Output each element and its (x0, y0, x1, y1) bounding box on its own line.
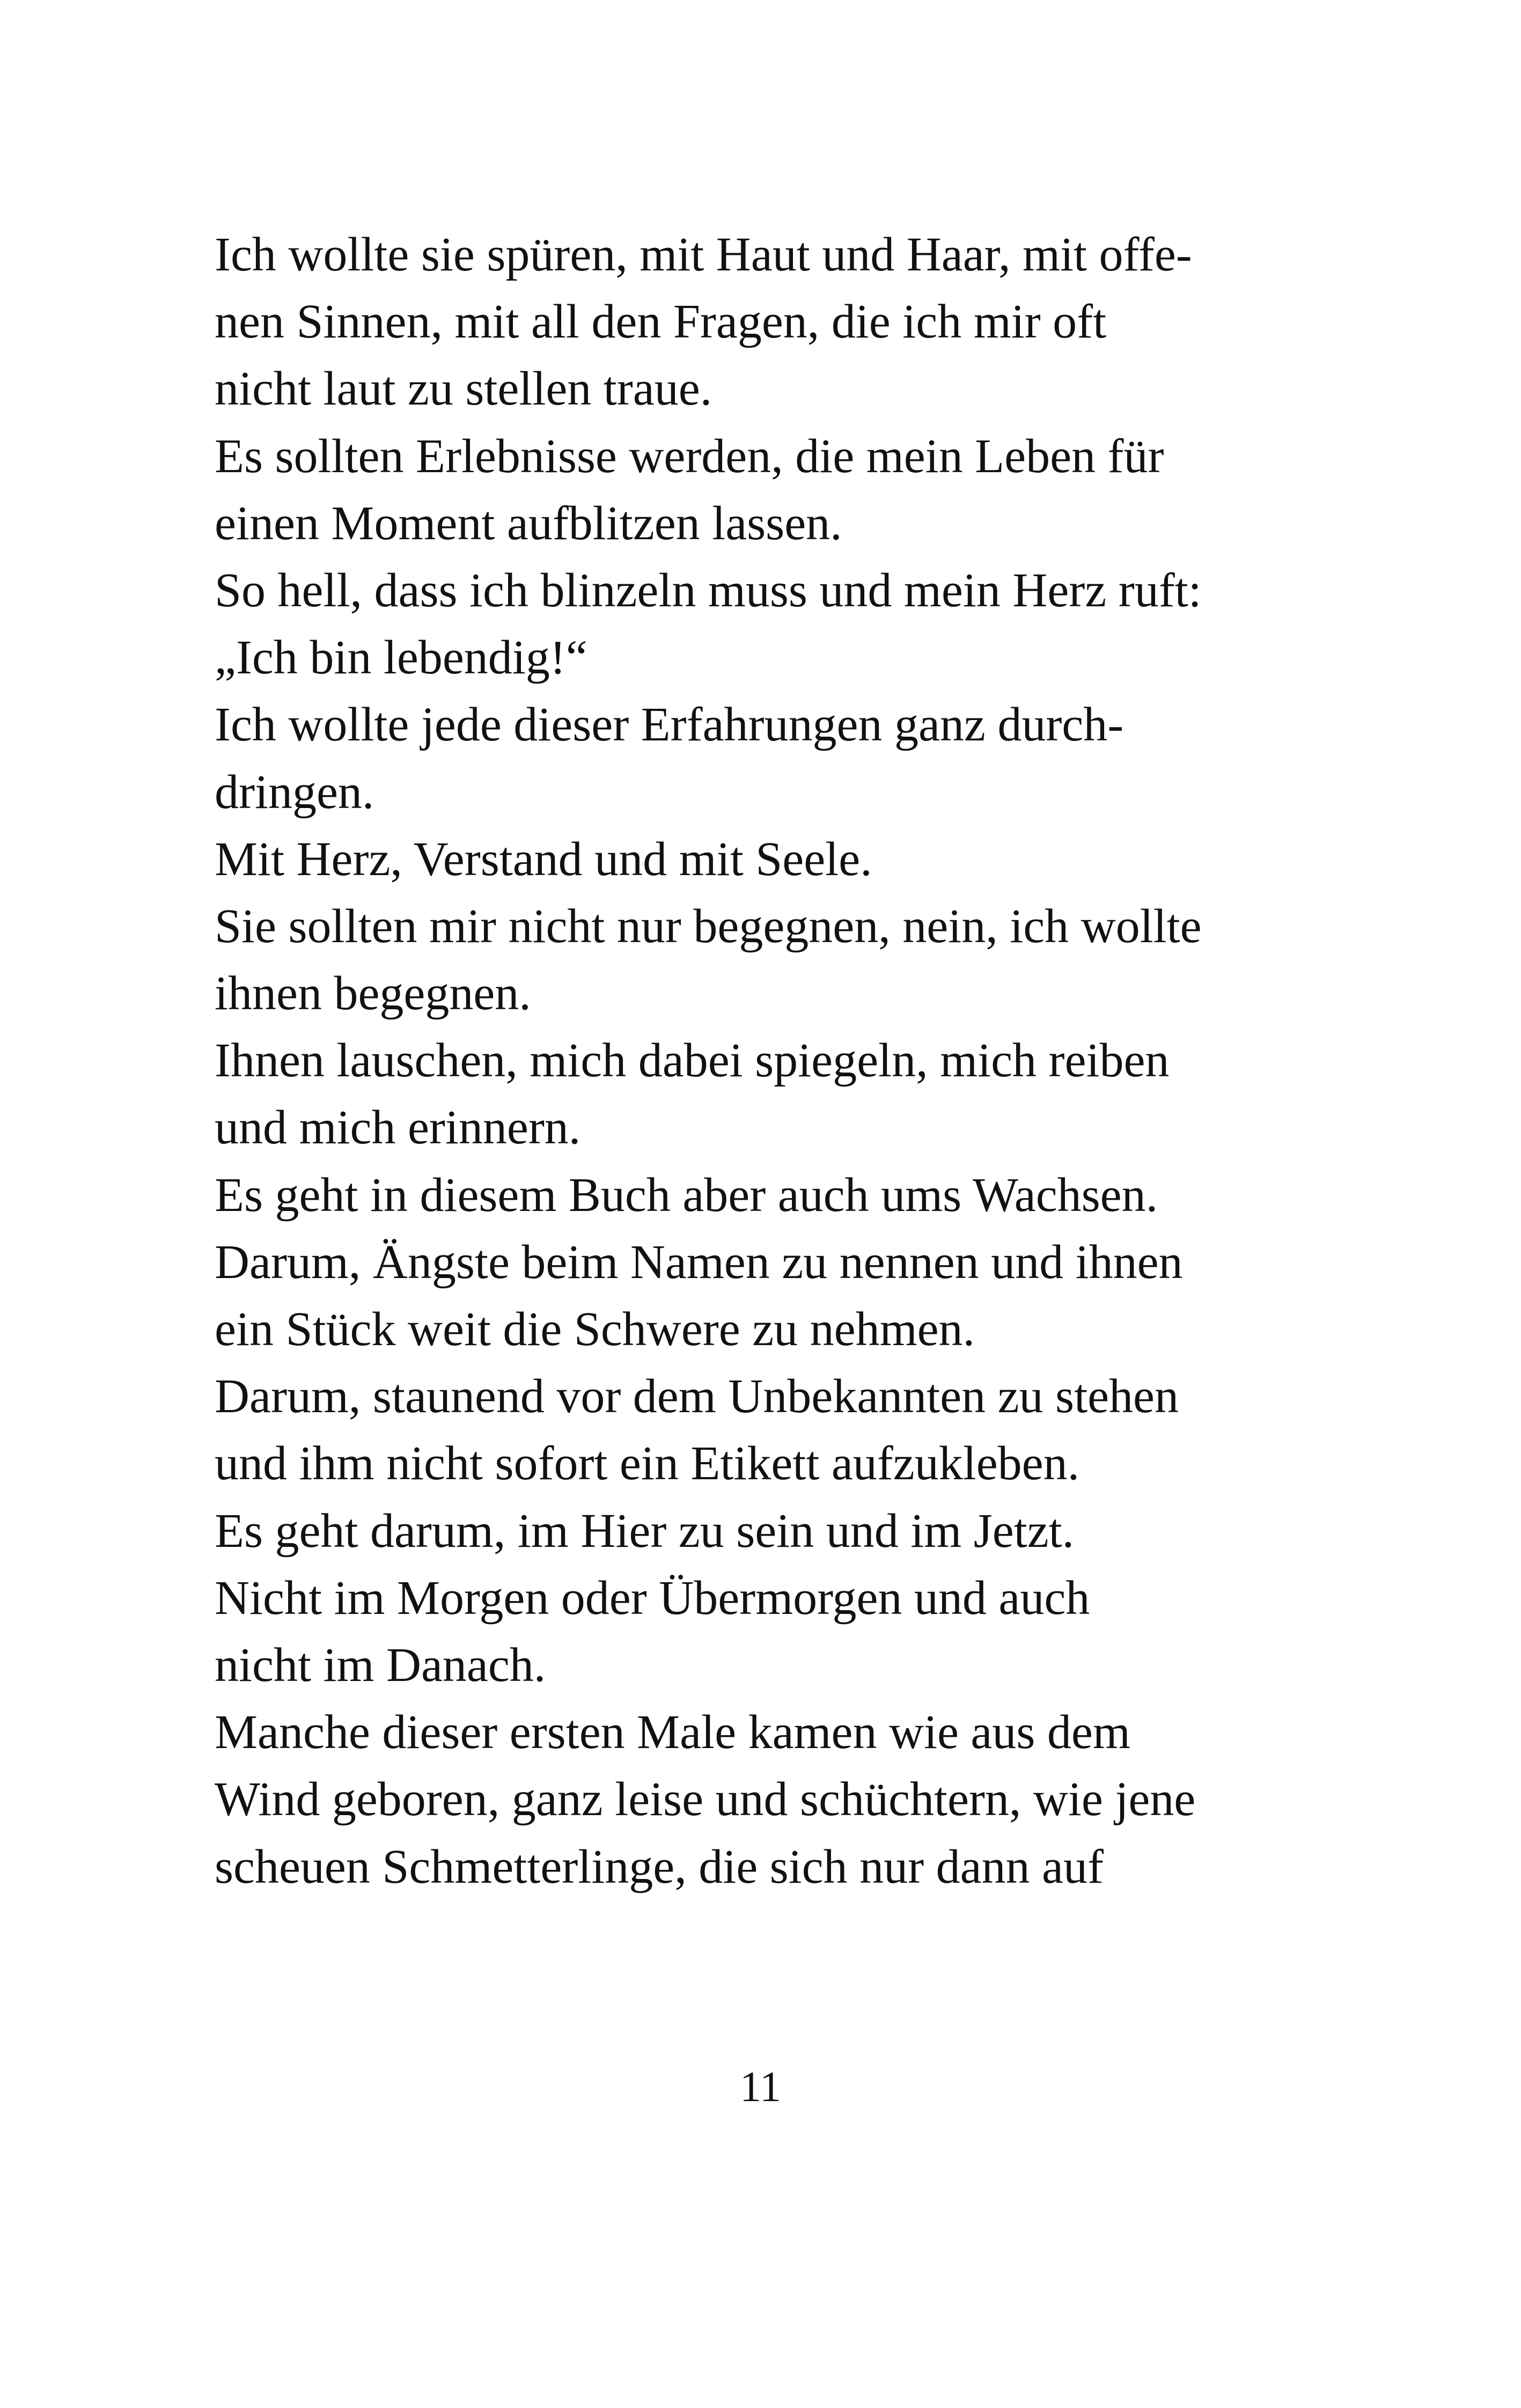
text-line: Ich wollte jede dieser Erfahrungen ganz durch- (215, 698, 1124, 752)
text-line: So hell, dass ich blinzeln muss und mein Herz ruft: (215, 563, 1202, 617)
text-line: Darum, staunend vor dem Unbekannten zu stehen (215, 1370, 1179, 1423)
body-text (215, 221, 1331, 1900)
text-line: und ihm nicht sofort ein Etikett aufzukleben. (215, 1437, 1080, 1491)
text-line: nicht im Danach. (215, 1638, 546, 1692)
text-line: Ihnen lauschen, mich dabei spiegeln, mich reiben (215, 1034, 1170, 1088)
text-line: Wind geboren, ganz leise und schüchtern, wie jene (215, 1773, 1196, 1826)
text-line: scheuen Schmetterlinge, die sich nur dann auf (215, 1840, 1104, 1893)
text-line: Mit Herz, Verstand und mit Seele. (215, 832, 872, 886)
text-line: Sie sollten mir nicht nur begegnen, nein, ich wollte (215, 899, 1202, 953)
text-line: Es geht in diesem Buch aber auch ums Wachsen. (215, 1168, 1158, 1222)
text-line: dringen. (215, 765, 374, 819)
text-line: Es sollten Erlebnisse werden, die mein Leben für (215, 429, 1164, 483)
text-line: Ich wollte sie spüren, mit Haut und Haar, mit offe- (215, 228, 1192, 281)
text-line: Darum, Ängste beim Namen zu nennen und ihnen (215, 1235, 1183, 1289)
text-line: einen Moment aufblitzen lassen. (215, 496, 842, 550)
page-number: 11 (739, 2064, 782, 2111)
text-line: Manche dieser ersten Male kamen wie aus dem (215, 1706, 1130, 1759)
text-line: ihnen begegnen. (215, 967, 531, 1021)
text-line: „Ich bin lebendig!“ (215, 631, 587, 685)
text-line: und mich erinnern. (215, 1101, 581, 1155)
text-line: nen Sinnen, mit all den Fragen, die ich mir oft (215, 295, 1107, 349)
text-line: ein Stück weit die Schwere zu nehmen. (215, 1303, 975, 1356)
text-line: nicht laut zu stellen traue. (215, 362, 712, 416)
text-line: Es geht darum, im Hier zu sein und im Jetzt. (215, 1504, 1075, 1558)
text-line: Nicht im Morgen oder Übermorgen und auch (215, 1571, 1090, 1625)
